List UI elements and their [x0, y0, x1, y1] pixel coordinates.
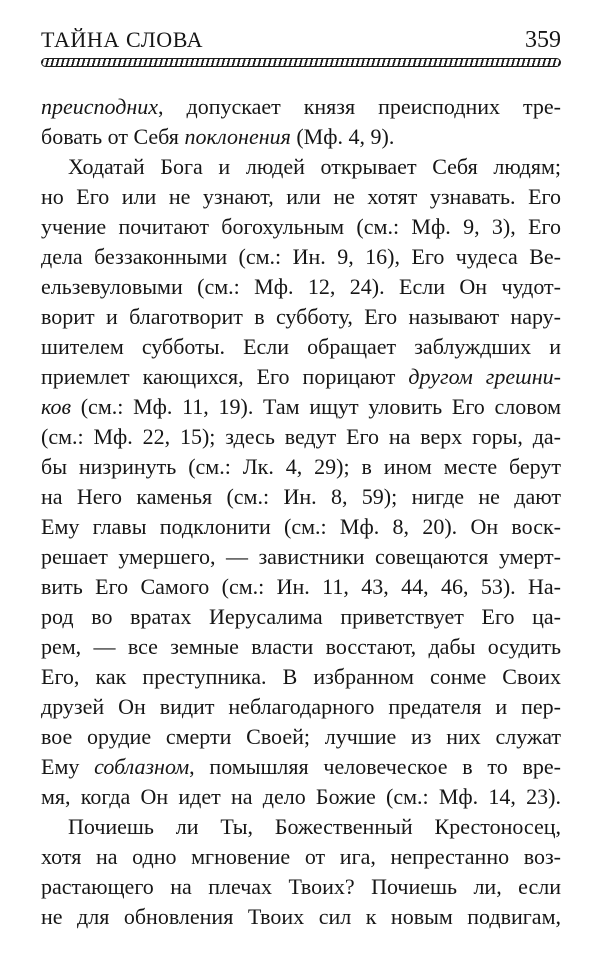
- text-segment: Ему: [41, 754, 95, 779]
- italic-segment: поклонения: [184, 124, 291, 149]
- text-line: [41, 92, 561, 122]
- text-segment: , допускает князя преисподних тре-: [158, 94, 561, 119]
- italic-segment: другом грешни-: [408, 364, 561, 389]
- text-line: [41, 722, 561, 752]
- text-segment: , помышляя человеческое в то вре-: [189, 754, 561, 779]
- text-segment: бы низринуть (см.: Лк. 4, 29); в ином месте берут: [41, 454, 561, 479]
- text-line: [41, 242, 561, 272]
- text-line: [41, 392, 561, 422]
- text-line: [41, 842, 561, 872]
- text-segment: друзей Он видит неблагодарного предателя и пер-: [41, 694, 561, 719]
- text-line: [41, 452, 561, 482]
- text-segment: мя, когда Он идет на дело Божие (см.: Мф. 14, 23).: [41, 784, 561, 809]
- text-segment: растающего на плечах Твоих? Почиешь ли, если: [41, 874, 561, 899]
- text-line: [41, 602, 561, 632]
- text-segment: Его, как преступника. В избранном сонме Своих: [41, 664, 561, 689]
- text-segment: Почиешь ли Ты, Божественный Крестоносец,: [68, 814, 561, 839]
- text-block: [41, 92, 561, 932]
- text-line: [41, 632, 561, 662]
- text-line: [41, 572, 561, 602]
- text-segment: но Его или не узнают, или не хотят узнавать. Его: [41, 184, 561, 209]
- text-segment: рем, — все земные власти восстают, дабы осудить: [41, 634, 561, 659]
- italic-segment: ков: [41, 394, 72, 419]
- italic-segment: преисподних: [41, 94, 159, 119]
- running-title: ТАЙНА СЛОВА: [41, 27, 204, 52]
- text-line: [41, 152, 561, 182]
- text-segment: шителем субботы. Если обращает заблуждших и: [41, 334, 561, 359]
- text-line: [41, 212, 561, 242]
- text-line: [41, 362, 561, 392]
- text-line: [41, 872, 561, 902]
- text-segment: учение почитают богохульным (см.: Мф. 9, 3), Его: [41, 214, 561, 239]
- text-segment: дела беззаконными (см.: Ин. 9, 16), Его чудеса Ве-: [41, 244, 561, 269]
- text-segment: решает умершего, — завистники совещаются умерт-: [41, 544, 561, 569]
- text-line: [41, 512, 561, 542]
- text-segment: (см.: Мф. 11, 19). Там ищут уловить Его словом: [71, 394, 561, 419]
- text-line: [41, 692, 561, 722]
- text-segment: Ходатай Бога и людей открывает Себя людям;: [68, 154, 561, 179]
- text-line: [41, 902, 561, 932]
- text-line: [41, 542, 561, 572]
- text-line: [41, 332, 561, 362]
- text-line: [41, 782, 561, 812]
- rope-divider: [41, 58, 561, 67]
- text-segment: (см.: Мф. 22, 15); здесь ведут Его на верх горы, да-: [41, 424, 561, 449]
- text-line: [41, 122, 561, 152]
- text-line: [41, 302, 561, 332]
- text-line: [41, 752, 561, 782]
- text-line: [41, 422, 561, 452]
- text-segment: род во вратах Иерусалима приветствует Его ца-: [41, 604, 561, 629]
- text-line: [41, 482, 561, 512]
- text-segment: вое орудие смерти Своей; лучшие из них служат: [41, 724, 561, 749]
- text-line: [41, 272, 561, 302]
- italic-segment: соблазном: [94, 754, 190, 779]
- text-line: [41, 182, 561, 212]
- text-segment: вить Его Самого (см.: Ин. 11, 43, 44, 46, 53). На-: [41, 574, 561, 599]
- text-segment: Ему главы подклонити (см.: Мф. 8, 20). Он воск-: [41, 514, 561, 539]
- text-segment: приемлет кающихся, Его порицают: [41, 364, 409, 389]
- running-header: [41, 28, 561, 52]
- text-segment: ельзевуловыми (см.: Мф. 12, 24). Если Он чудот-: [41, 274, 561, 299]
- text-segment: бовать от Себя: [41, 124, 185, 149]
- text-segment: на Него каменья (см.: Ин. 8, 59); нигде не дают: [41, 484, 561, 509]
- text-segment: хотя на одно мгновение от ига, непрестанно воз-: [41, 844, 561, 869]
- text-line: [41, 662, 561, 692]
- text-segment: не для обновления Твоих сил к новым подвигам,: [41, 904, 561, 929]
- page-number: 359: [525, 27, 561, 53]
- text-line: [41, 812, 561, 842]
- text-segment: (Мф. 4, 9).: [290, 124, 395, 149]
- text-segment: ворит и благотворит в субботу, Его называют нару-: [41, 304, 561, 329]
